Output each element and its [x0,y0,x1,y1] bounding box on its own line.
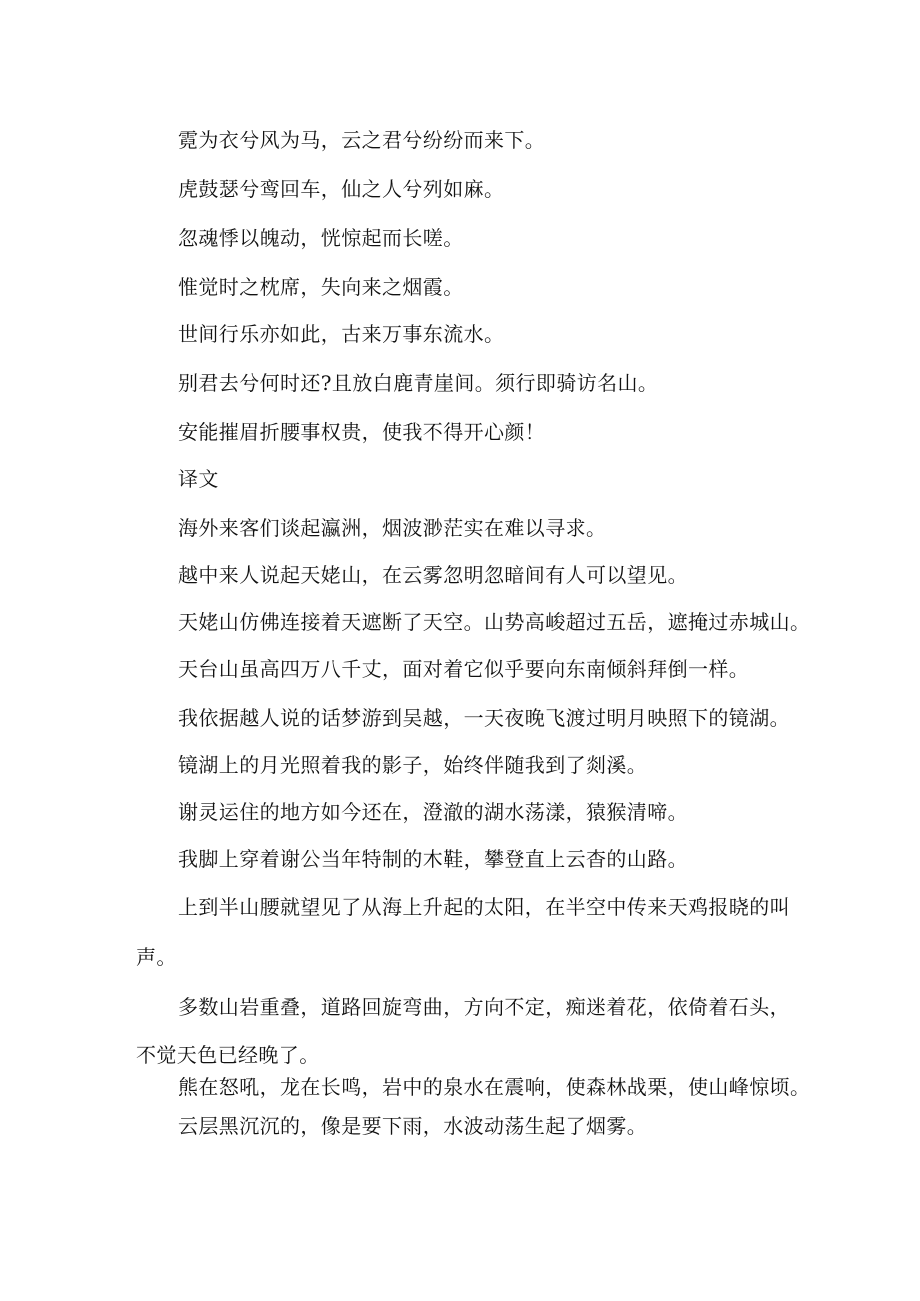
paragraph-2-first-line: 多数山岩重叠，道路回旋弯曲，方向不定，痴迷着花，依倚着石头， [178,995,790,1019]
translation-line-5: 我依据越人说的话梦游到吴越，一天夜晚飞渡过明月映照下的镜湖。 [178,706,790,730]
translation-line-8: 我脚上穿着谢公当年特制的木鞋，攀登直上云杳的山路。 [178,847,688,871]
poem-line-6: 别君去兮何时还?且放白鹿青崖间。须行即骑访名山。 [178,371,659,395]
poem-line-1: 霓为衣兮风为马，云之君兮纷纷而来下。 [178,128,546,152]
translation-line-3: 天姥山仿佛连接着天遮断了天空。山势高峻超过五岳，遮掩过赤城山。 [178,610,811,634]
paragraph-1-first-line: 上到半山腰就望见了从海上升起的太阳，在半空中传来天鸡报晓的叫 [178,895,790,919]
poem-line-2: 虎鼓瑟兮鸾回车，仙之人兮列如麻。 [178,177,505,201]
paragraph-2-continuation: 不觉天色已经晚了。 [136,1043,320,1067]
paragraph-1-continuation: 声。 [136,945,177,969]
closing-line-1: 熊在怒吼，龙在长鸣，岩中的泉水在震响，使森林战栗，使山峰惊顷。 [178,1075,811,1099]
translation-line-2: 越中来人说起天姥山，在云雾忽明忽暗间有人可以望见。 [178,563,688,587]
translation-heading: 译文 [178,467,219,491]
translation-line-6: 镜湖上的月光照着我的影子，始终伴随我到了剡溪。 [178,753,648,777]
poem-line-3: 忽魂悸以魄动，恍惊起而长嗟。 [178,226,464,250]
translation-line-4: 天台山虽高四万八千丈，面对着它似乎要向东南倾斜拜倒一样。 [178,657,750,681]
translation-line-7: 谢灵运住的地方如今还在，澄澈的湖水荡漾，猿猴清啼。 [178,800,688,824]
poem-line-7: 安能摧眉折腰事权贵，使我不得开心颜！ [178,420,546,444]
poem-line-5: 世间行乐亦如此，古来万事东流水。 [178,322,505,346]
closing-line-2: 云层黑沉沉的，像是要下雨，水波动荡生起了烟雾。 [178,1114,648,1138]
poem-line-4: 惟觉时之枕席，失向来之烟霞。 [178,275,464,299]
translation-line-1: 海外来客们谈起瀛洲，烟波渺茫实在难以寻求。 [178,516,607,540]
